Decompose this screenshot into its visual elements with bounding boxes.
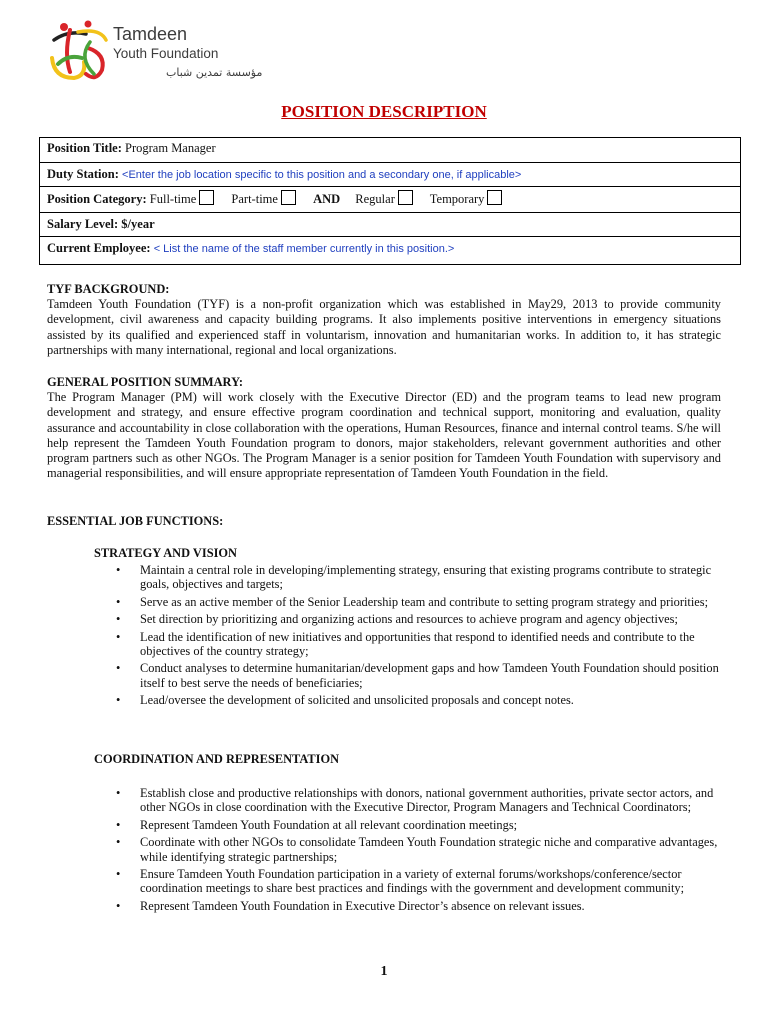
strategy-item-text: Lead/oversee the development of solicited and unsolicited proposals and concept notes. [140, 693, 574, 708]
coordination-item-text: Represent Tamdeen Youth Foundation at all relevant coordination meetings; [140, 817, 518, 832]
general-summary-section [47, 375, 721, 481]
tyf-background-section [47, 282, 721, 358]
strategy-heading: STRATEGY AND VISION [94, 546, 237, 560]
bullet-icon: • [116, 867, 121, 882]
bullet-icon: • [116, 563, 121, 577]
current-employee-label: Current Employee: [47, 241, 151, 255]
bullet-icon: • [116, 898, 121, 913]
strategy-item [114, 612, 724, 626]
duty-station-row [40, 163, 740, 187]
strategy-item-text: Set direction by prioritizing and organizing actions and resources to achieve program and agency objectives; [140, 612, 678, 627]
strategy-item-text: Maintain a central role in developing/implementing strategy, ensuring that existing programs contribute to strategic goals, objectives and targets; [140, 563, 712, 592]
full-time-label: Full-time [149, 192, 197, 206]
part-time-checkbox[interactable] [281, 190, 296, 205]
strategy-item-text: Serve as an active member of the Senior Leadership team and contribute to setting program strategy and priorities; [140, 594, 709, 609]
and-label: AND [313, 192, 341, 206]
general-summary-heading: GENERAL POSITION SUMMARY: [47, 375, 244, 389]
bullet-icon: • [116, 835, 121, 850]
current-employee-row [40, 237, 740, 264]
bullet-icon: • [116, 594, 121, 609]
general-summary-text: The Program Manager (PM) will work closely with the Executive Director (ED) and the program teams to lead new program development and strategy, and ensure effective program coordination and technical support, monitoring and evaluation, quality assurance and accountability in close collaboration with the operations, Human Resources, finance and internal control teams. S/he will help represent the Tamdeen Youth Foundation program to donors, major stakeholders, relevant government authorities and other program partners such as other NGOs. The Program Manager is a senior position for Tamdeen Youth Foundation with supervisory and managerial responsibilities, and will ensure appropriate representation of Tamdeen Youth Foundation in the field. [47, 390, 721, 481]
coordination-item-text: Coordinate with other NGOs to consolidate Tamdeen Youth Foundation strategic niche and comparative advantages, while identifying strategic partnerships; [140, 835, 718, 864]
page-number: 1 [380, 964, 388, 979]
duty-station-placeholder[interactable]: <Enter the job location specific to this position and a secondary one, if applicable> [122, 169, 522, 181]
temporary-label: Temporary [429, 192, 485, 206]
strategy-item [114, 630, 724, 659]
tyf-background-heading: TYF BACKGROUND: [47, 282, 170, 296]
salary-level-value: $/year [121, 217, 155, 231]
strategy-item-text: Lead the identification of new initiatives and opportunities that respond to identified needs and contribute to the objectives of the country strategy; [140, 629, 695, 659]
part-time-label: Part-time [231, 192, 278, 206]
coordination-item-text: Represent Tamdeen Youth Foundation in Executive Director’s absence on relevant issues. [140, 898, 585, 913]
strategy-list [114, 563, 724, 711]
strategy-item-text: Conduct analyses to determine humanitarian/development gaps and how Tamdeen Youth Foundation should position itself to best serve the needs of beneficiaries; [140, 661, 719, 690]
bullet-icon: • [116, 817, 121, 832]
position-title-value: Program Manager [125, 141, 216, 155]
bullet-icon: • [116, 786, 121, 800]
position-info-table [39, 137, 741, 265]
position-category-label: Position Category: [47, 192, 147, 206]
position-category-row [40, 187, 740, 213]
coordination-item [114, 835, 724, 864]
tyf-background-text: Tamdeen Youth Foundation (TYF) is a non-profit organization which was established in May29, 2013 to provide community development, civil awareness and capacity building programs. It also implements positive interventions in emergency situations assisted by its qualified and experienced staff in voluntarism, innovation and humanitarian works. In addition to, it has strategic partnerships with many international, regional and local organizations. [47, 297, 721, 357]
logo-name: Tamdeen [113, 24, 188, 44]
coordination-item-text: Ensure Tamdeen Youth Foundation participation in a variety of external forums/workshops/conference/sector coordination meetings to share best practices and findings with the government and development community; [140, 867, 685, 896]
strategy-item [114, 563, 724, 592]
coordination-heading: COORDINATION AND REPRESENTATION [94, 752, 340, 766]
temporary-checkbox[interactable] [487, 190, 502, 205]
bullet-icon: • [116, 693, 121, 708]
strategy-item [114, 661, 724, 690]
regular-label: Regular [355, 192, 395, 206]
coordination-item [114, 818, 724, 832]
strategy-item [114, 595, 724, 609]
duty-station-label: Duty Station: [47, 167, 119, 181]
strategy-item [114, 693, 724, 707]
current-employee-placeholder[interactable]: < List the name of the staff member currently in this position.> [153, 243, 455, 255]
salary-level-row [40, 213, 740, 237]
position-title-label: Position Title: [47, 141, 122, 155]
logo-mark-icon [48, 18, 110, 84]
coordination-item [114, 899, 724, 913]
coordination-item [114, 867, 724, 896]
bullet-icon: • [116, 661, 121, 676]
bullet-icon: • [116, 629, 121, 644]
coordination-list [114, 786, 724, 916]
tamdeen-logo [48, 18, 263, 88]
position-title-row [40, 138, 740, 163]
essential-functions-heading: ESSENTIAL JOB FUNCTIONS: [47, 514, 224, 528]
coordination-item [114, 786, 724, 815]
logo-subtitle: Youth Foundation [113, 46, 219, 61]
full-time-checkbox[interactable] [199, 190, 214, 205]
regular-checkbox[interactable] [398, 190, 413, 205]
coordination-item-text: Establish close and productive relationships with donors, national government authorities, private sector actors, and other NGOs in close coordination with the Executive Director, Program Managers and Technical Coordinators; [140, 786, 714, 815]
bullet-icon: • [116, 612, 121, 627]
document-title: POSITION DESCRIPTION [281, 102, 487, 121]
logo-arabic: مؤسسة تمدين شباب [166, 66, 263, 79]
salary-level-label: Salary Level: [47, 217, 119, 231]
